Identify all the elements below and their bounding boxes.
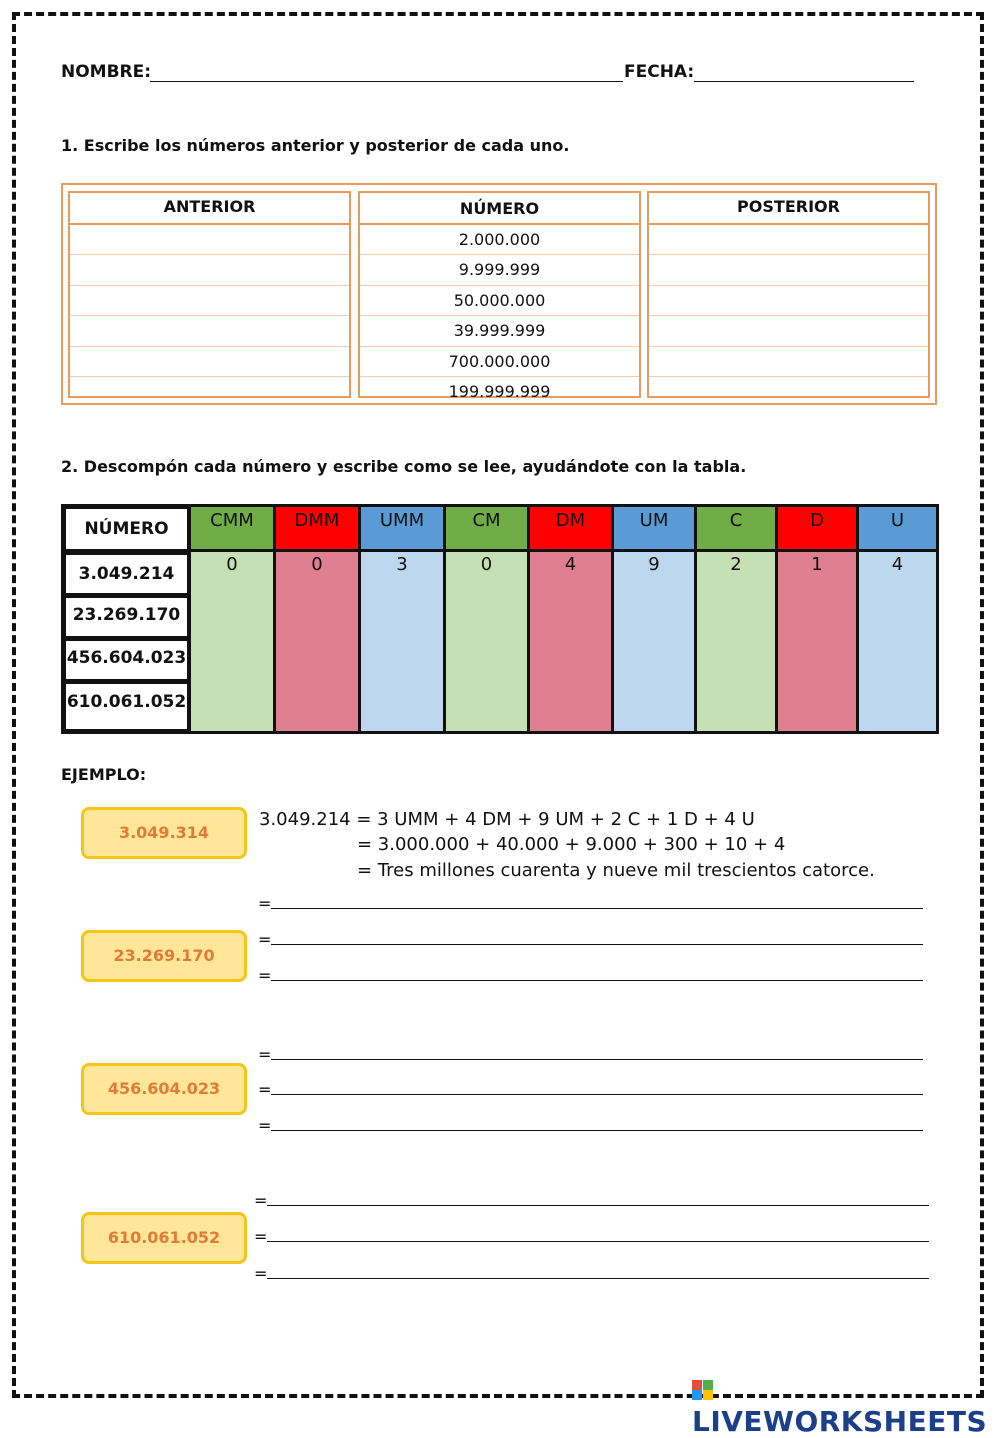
example-line-3: = Tres millones cuarenta y nueve mil trescientos catorce. <box>357 860 875 881</box>
equals-sign: = <box>258 894 272 913</box>
digit-umm: 3 <box>396 554 408 575</box>
col-header-dmm: DMM <box>276 507 358 549</box>
col-cmm-values[interactable] <box>191 552 273 731</box>
col-dm-values[interactable] <box>530 552 611 731</box>
answer-underline <box>271 1116 923 1131</box>
row-number: 23.269.170 <box>64 596 189 638</box>
answer-line[interactable] <box>258 1045 923 1064</box>
posterior-column <box>647 191 930 398</box>
exercise-1-title: 1. Escribe los números anterior y posterior de cada uno. <box>61 136 570 155</box>
answer-underline <box>271 1080 923 1095</box>
col-header-d: D <box>778 507 856 549</box>
posterior-input[interactable] <box>649 286 928 316</box>
anterior-input[interactable] <box>70 316 349 346</box>
answer-line[interactable] <box>254 1191 929 1210</box>
answer-line[interactable] <box>258 966 923 985</box>
nombre-field[interactable] <box>150 63 623 82</box>
example-line-2: = 3.000.000 + 40.000 + 9.000 + 300 + 10 + 4 <box>357 834 786 855</box>
answer-underline <box>271 966 923 981</box>
col-header-cmm: CMM <box>191 507 273 549</box>
equals-sign: = <box>254 1191 268 1210</box>
number-badge: 610.061.052 <box>81 1212 247 1264</box>
posterior-header: POSTERIOR <box>649 193 928 225</box>
number-badge: 23.269.170 <box>81 930 247 982</box>
col-dmm-values[interactable] <box>276 552 358 731</box>
numero-cell: 700.000.000 <box>360 347 639 377</box>
exercise-1-table <box>61 183 937 405</box>
row-number: 456.604.023 <box>64 639 189 681</box>
col-cm-values[interactable] <box>446 552 527 731</box>
number-badge: 456.604.023 <box>81 1063 247 1115</box>
anterior-input[interactable] <box>70 286 349 316</box>
liveworksheets-logo <box>692 1372 1000 1438</box>
equals-sign: = <box>258 1045 272 1064</box>
anterior-input[interactable] <box>70 377 349 406</box>
col-umm-values[interactable] <box>361 552 443 731</box>
anterior-input[interactable] <box>70 225 349 255</box>
logo-squares-icon <box>692 1380 714 1400</box>
number-badge: 3.049.314 <box>81 807 247 859</box>
anterior-column <box>68 191 351 398</box>
fecha-label: FECHA: <box>624 62 695 82</box>
answer-line[interactable] <box>258 930 923 949</box>
equals-sign: = <box>258 1080 272 1099</box>
row-number: 3.049.214 <box>64 553 189 595</box>
equals-sign: = <box>254 1227 268 1246</box>
answer-underline <box>271 930 923 945</box>
numero-header: NÚMERO <box>360 193 639 225</box>
numero-cell: 2.000.000 <box>360 225 639 255</box>
col-header-dm: DM <box>530 507 611 549</box>
equals-sign: = <box>258 1116 272 1135</box>
col-header-um: UM <box>614 507 694 549</box>
col-u-values[interactable] <box>859 552 936 731</box>
answer-line[interactable] <box>258 894 923 913</box>
digit-c: 2 <box>730 554 742 575</box>
anterior-input[interactable] <box>70 255 349 285</box>
posterior-input[interactable] <box>649 347 928 377</box>
place-value-table <box>61 504 939 734</box>
digit-dm: 4 <box>564 554 577 575</box>
posterior-input[interactable] <box>649 377 928 406</box>
digit-d: 1 <box>811 554 823 575</box>
answer-line[interactable] <box>254 1264 929 1283</box>
answer-line[interactable] <box>258 1080 923 1099</box>
row-number: 610.061.052 <box>64 682 189 731</box>
answer-underline <box>271 894 923 909</box>
col-header-umm: UMM <box>361 507 443 549</box>
answer-underline <box>267 1264 929 1279</box>
col-header-c: C <box>697 507 775 549</box>
equals-sign: = <box>258 966 272 985</box>
digit-u: 4 <box>891 554 904 575</box>
numero-cell: 50.000.000 <box>360 286 639 316</box>
numero-cell: 9.999.999 <box>360 255 639 285</box>
answer-underline <box>267 1191 929 1206</box>
digit-um: 9 <box>648 554 660 575</box>
digit-cm: 0 <box>480 554 493 575</box>
example-line-1: 3.049.214 = 3 UMM + 4 DM + 9 UM + 2 C + 1 D + 4 U <box>259 809 755 830</box>
numero-header: NÚMERO <box>64 507 189 551</box>
col-um-values[interactable] <box>614 552 694 731</box>
equals-sign: = <box>258 930 272 949</box>
numero-column <box>358 191 641 401</box>
posterior-input[interactable] <box>649 255 928 285</box>
nombre-label: NOMBRE: <box>61 62 152 82</box>
numero-cell: 39.999.999 <box>360 316 639 346</box>
ejemplo-label: EJEMPLO: <box>61 765 147 784</box>
posterior-input[interactable] <box>649 316 928 346</box>
fecha-field[interactable] <box>694 63 914 82</box>
anterior-header: ANTERIOR <box>70 193 349 225</box>
answer-line[interactable] <box>254 1227 929 1246</box>
digit-cmm: 0 <box>226 554 238 575</box>
logo-text: LIVEWORKSHEETS <box>692 1405 988 1438</box>
digit-dmm: 0 <box>311 554 323 575</box>
answer-line[interactable] <box>258 1116 923 1135</box>
col-header-u: U <box>859 507 936 549</box>
col-c-values[interactable] <box>697 552 775 731</box>
col-d-values[interactable] <box>778 552 856 731</box>
exercise-2-title: 2. Descompón cada número y escribe como se lee, ayudándote con la tabla. <box>61 457 747 476</box>
numero-cell: 199.999.999 <box>448 381 551 401</box>
answer-underline <box>267 1227 929 1242</box>
anterior-input[interactable] <box>70 347 349 377</box>
answer-underline <box>271 1045 923 1060</box>
col-header-cm: CM <box>446 507 527 549</box>
posterior-input[interactable] <box>649 225 928 255</box>
equals-sign: = <box>254 1264 268 1283</box>
